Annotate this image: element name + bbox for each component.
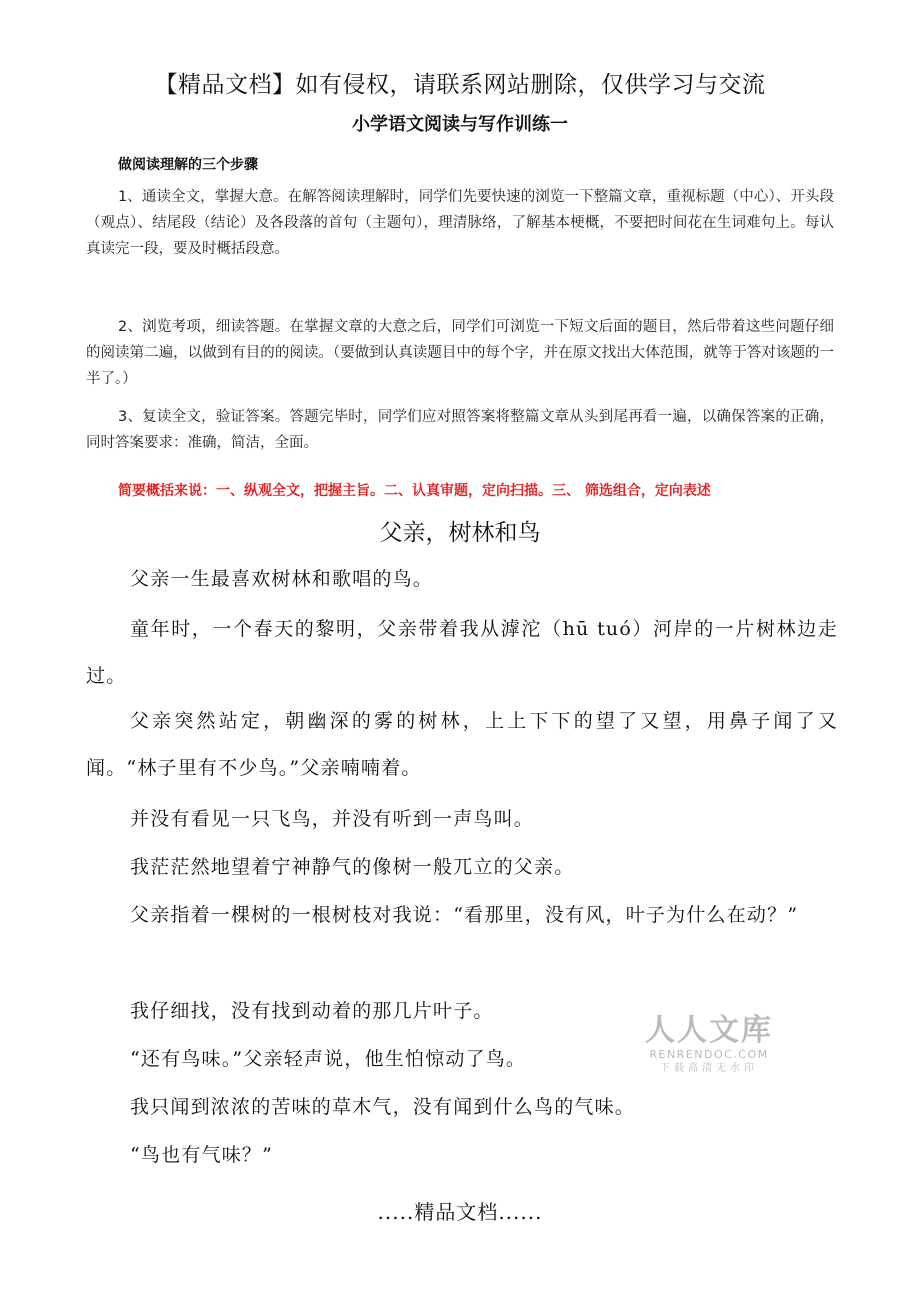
story-paragraph: 我仔细找，没有找到动着的那几片叶子。 xyxy=(130,1000,494,1022)
watermark-url-text: RENRENDOC.COM xyxy=(649,1048,769,1061)
story-paragraph: 我只闻到浓浓的苦味的草木气，没有闻到什么鸟的气味。 xyxy=(130,1096,636,1118)
story-paragraph: 父亲一生最喜欢树林和歌唱的鸟。 xyxy=(130,568,434,590)
story-paragraph: 父亲指着一棵树的一根树枝对我说：“看那里，没有风，叶子为什么在动？” xyxy=(130,904,799,926)
document-footer: .....精品文档...... xyxy=(377,1200,543,1224)
story-paragraph: “还有鸟味。”父亲轻声说，他生怕惊动了鸟。 xyxy=(130,1048,527,1070)
story-title: 父亲，树林和鸟 xyxy=(379,520,541,546)
guide-step-3: 3、复读全文，验证答案。答题完毕时，同学们应对照答案将整篇文章从头到尾再看一遍，以确保答案的正确，同时答案要求：准确，简洁，全面。 xyxy=(86,409,834,451)
story-paragraph: 童年时，一个春天的黎明，父亲带着我从滹沱（hū tuó）河岸的一片树林边走过。 xyxy=(86,618,838,687)
watermark-main-text: 人人文库 xyxy=(645,1013,773,1048)
story-paragraph: “鸟也有气味？” xyxy=(130,1144,274,1166)
story-paragraph: 父亲突然站定，朝幽深的雾的树林，上上下下的望了又望，用鼻子闻了又闻。“林子里有不少鸟。”父亲喃喃着。 xyxy=(86,710,838,779)
guide-step-1: 1、通读全文，掌握大意。在解答阅读理解时，同学们先要快速的浏览一下整篇文章，重视标题（中心）、开头段（观点）、结尾段（结论）及各段落的首句（主题句），理清脉络，了解基本梗概，不要把时间花在生词难句上。每认真读完一段，要及时概括段意。 xyxy=(86,189,834,257)
watermark-tagline: 下载高清无水印 xyxy=(660,1063,758,1074)
summary-line: 简要概括来说：一、纵观全文，把握主旨。二、认真审题，定向扫描。三、 筛选组合，定向表述 xyxy=(118,483,711,499)
document-title: 小学语文阅读与写作训练一 xyxy=(352,114,568,135)
story-paragraph: 我茫茫然地望着宁神静气的像树一般兀立的父亲。 xyxy=(130,856,575,878)
guide-step-2: 2、浏览考项，细读答题。在掌握文章的大意之后，同学们可浏览一下短文后面的题目，然后带着这些问题仔细的阅读第二遍，以做到有目的的阅读。（要做到认真读题目中的每个字，并在原文找出大体范围，就等于答对该题的一半了。） xyxy=(86,319,834,387)
steps-heading: 做阅读理解的三个步骤 xyxy=(118,157,258,173)
story-paragraph: 并没有看见一只飞鸟，并没有听到一声鸟叫。 xyxy=(130,808,535,830)
document-header: 【精品文档】如有侵权，请联系网站删除，仅供学习与交流 xyxy=(154,72,766,98)
